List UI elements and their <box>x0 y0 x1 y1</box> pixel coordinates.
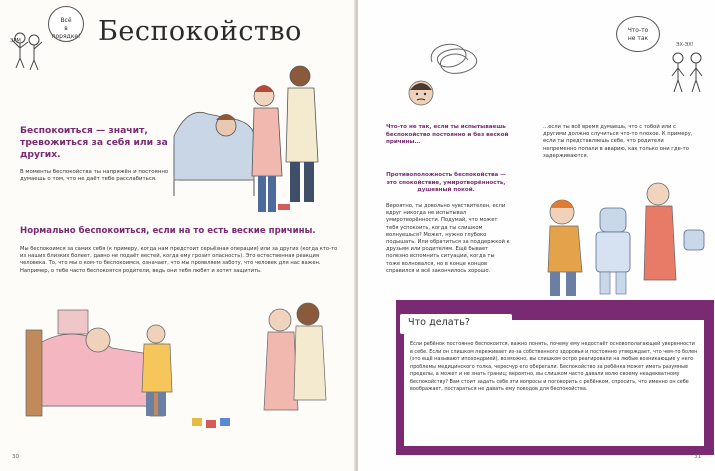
opposite-text: Вероятно, ты довольно чувствителен, если вдруг никогда не испытывал умиротворённости. Подумай, что может тебя успокоить, когда ты слишком волнуешься? Может, нужно глубоко подышать. Или обратиться за поддержкой к друзьям или родителям. Ещё бывает полезно вспомнить ситуации, когда ты тоже волновался, но в конце концов справился и всё закончилось хорошо. <box>386 203 510 274</box>
panel-title: Что делать? <box>408 317 470 328</box>
section-heading-normal-worry: Нормально беспокоиться, если на то есть веские причины. <box>20 226 316 236</box>
family-bedside-illustration <box>12 300 342 450</box>
eh-eh-tag: ЭХ-ЭХ! <box>676 42 694 48</box>
page-number-right: 31 <box>694 454 701 460</box>
page-title: Беспокойство <box>98 16 302 47</box>
right-page <box>358 0 715 471</box>
panel-text: Если ребёнок постоянно беспокоится, важно понять, почему ему недостаёт основополагающей уверенности в себе. Если он слишком переживает из-за собственного здоровья и постоянно утверждает, что чем-то болен (это ещё называют ипохондрией), возможно, вы слишком остро реагировали на любые возникающие у него проблемы медицинского толка, чересчур его оберегали. Беспокойство за ребёнка может иметь разумные пределы, а может и не знать границ; вероятно, вы слишком часто давали волю своему неадекватному беспокойству? Вам стоит задать себе эти вопросы и поговорить с ребёнком, спросить, что именно он себе воображает, постараться не давать ему поводов для беспокойства. <box>410 341 698 392</box>
erm-tag: ЭРМ <box>10 38 21 44</box>
kids-cheering-illustration <box>8 24 46 74</box>
section-body-text: Мы беспокоимся за самих себя (к примеру, когда нам предстоит серьёзная операция) или за других (когда кто-то из наших близких болеет, давно не подаёт вестей, когда ему грозит опасность). Это естественная реакция человека. То, что мы о ком-то беспокоимся, означает, что мы проявляем заботу, что человек для нас важен. Например, о тебе часто беспокоятся родители, ведь они тебя любят и хотят защитить. <box>20 246 338 274</box>
what-to-do-panel <box>396 300 714 455</box>
lead-body-text: В моменты беспокойства ты напряжён и постоянно думаешь о том, что не даёт тебе расслабиться. <box>20 169 169 183</box>
speech-bubble-something-wrong: Что-то не так <box>616 16 660 52</box>
sick-child-in-bed-illustration <box>168 56 338 216</box>
opposite-heading: Противоположность беспокойства — это спокойствие, умиротворённость, душевный покой. <box>386 172 506 194</box>
robot-costume-illustration <box>538 180 708 300</box>
wrong-worry-text: …если ты всё время думаешь, что с тобой или с другими должно случиться что-то плохое. К примеру, если ты представляешь себе, что родители непременно попали в аварию, как только они где-то задерживаются. <box>543 124 693 159</box>
tangled-thoughts-illustration <box>424 40 484 80</box>
lead-definition: Беспокоиться — значит, тревожиться за себя или за других. <box>20 125 168 160</box>
speech-bubble-ok: Всё в порядке! <box>48 6 84 42</box>
sad-kids-illustration <box>664 48 710 96</box>
wrong-worry-heading: Что-то не так, если ты испытываешь беспокойство постоянно и без веской причины… <box>386 124 509 146</box>
left-page <box>0 0 356 471</box>
worried-boy-illustration <box>406 78 436 108</box>
page-number-left: 30 <box>12 454 19 460</box>
